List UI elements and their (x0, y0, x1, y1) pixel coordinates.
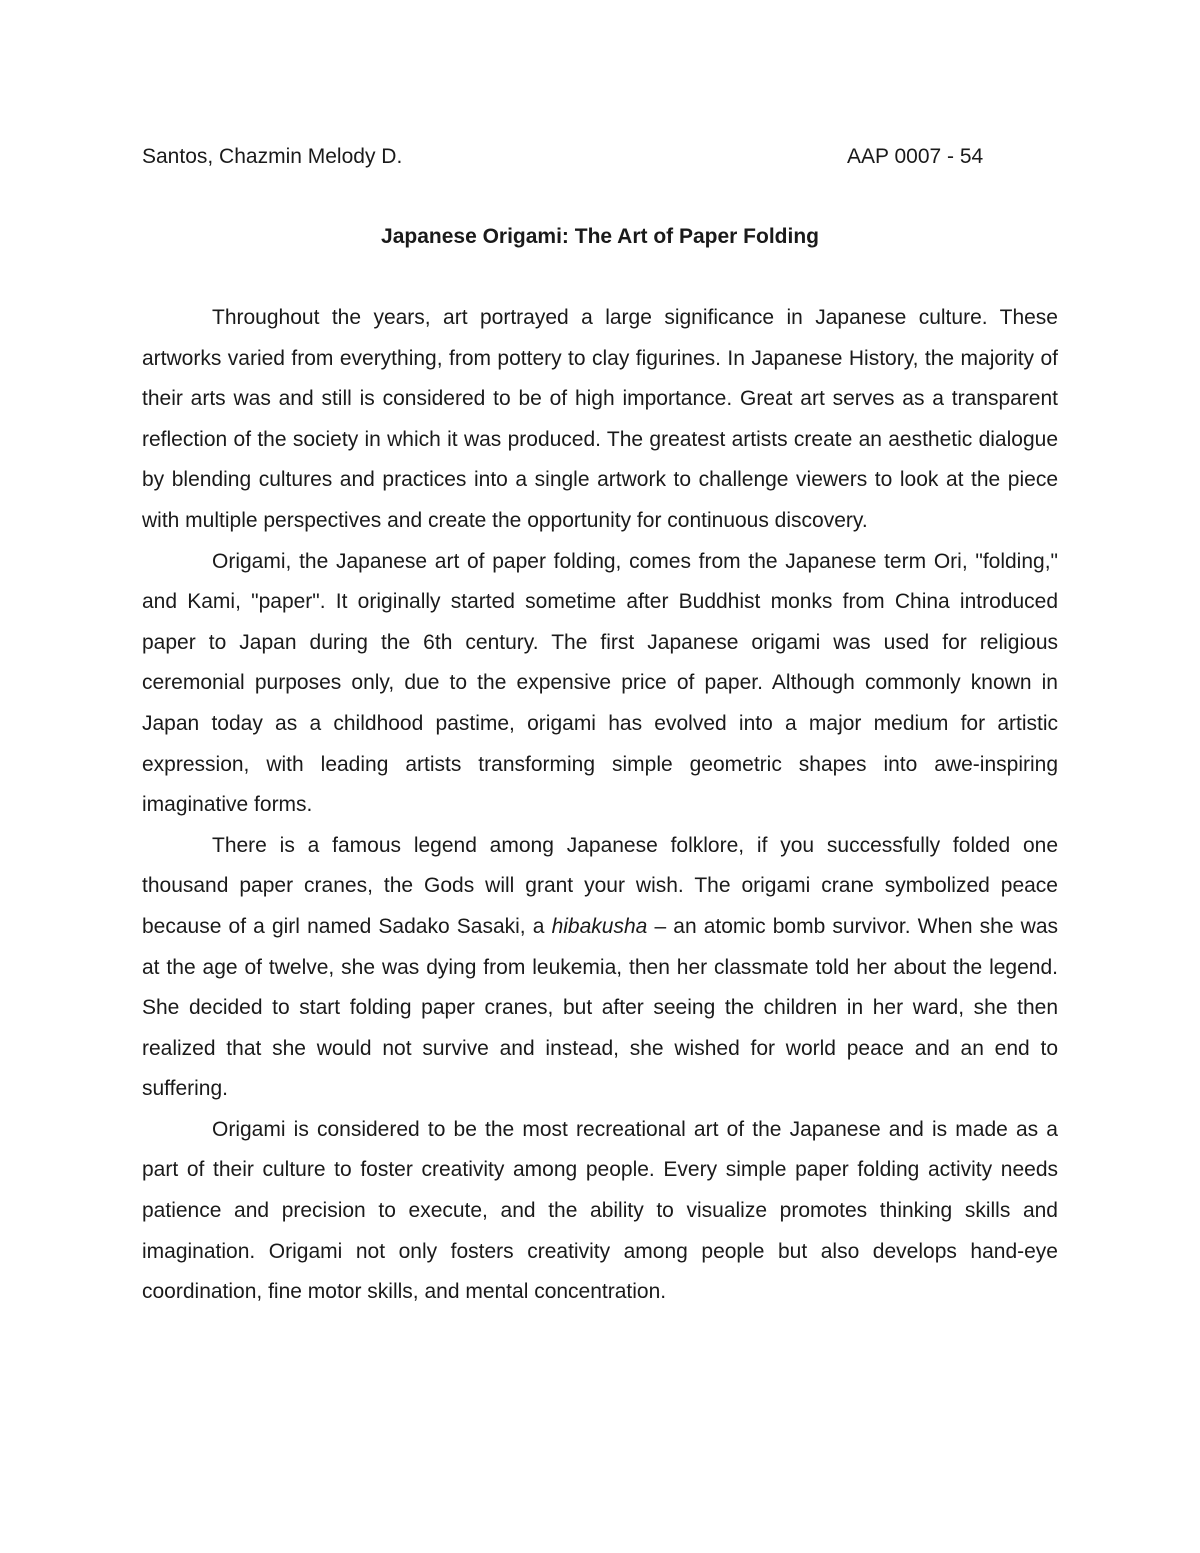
paragraph-3-italic-term: hibakusha (551, 914, 648, 938)
document-header (142, 142, 1000, 172)
paragraph-3-text-after: – an atomic bomb survivor. When she was at the age of twelve, she was dying from leukemia, then her classmate told her about the legend. She decided to start folding paper cranes, but after seeing the children in her ward, she then realized that she would not survive and instead, she wished for world peace and an end to suffering. (142, 914, 1058, 1101)
paragraph-1: Throughout the years, art portrayed a large significance in Japanese culture. These artworks varied from everything, from pottery to clay figurines. In Japanese History, the majority of their arts was and still is considered to be of high importance. Great art serves as a transparent reflection of the society in which it was produced. The greatest artists create an aesthetic dialogue by blending cultures and practices into a single artwork to challenge viewers to look at the piece with multiple perspectives and create the opportunity for continuous discovery. (142, 306, 1058, 532)
document-title: Japanese Origami: The Art of Paper Folding (381, 225, 819, 248)
paragraph-3-text-before: There is a famous legend among Japanese folklore, if you successfully folded one thousand paper cranes, the Gods will grant your wish. The origami crane symbolized peace because of a girl named Sadako Sasaki, a (142, 833, 1058, 938)
paragraph-4: Origami is considered to be the most recreational art of the Japanese and is made as a part of their culture to foster creativity among people. Every simple paper folding activity needs patience and precision to execute, and the ability to visualize promotes thinking skills and imagination. Origami not only fosters creativity among people but also develops hand-eye coordination, fine motor skills, and mental concentration. (142, 1117, 1058, 1304)
author-name: Santos, Chazmin Melody D. (142, 145, 403, 168)
course-code: AAP 0007 - 54 (847, 145, 984, 168)
paragraph-2: Origami, the Japanese art of paper folding, comes from the Japanese term Ori, "folding," and Kami, "paper". It originally started sometime after Buddhist monks from China introduced paper to Japan during the 6th century. The first Japanese origami was used for religious ceremonial purposes only, due to the expensive price of paper. Although commonly known in Japan today as a childhood pastime, origami has evolved into a major medium for artistic expression, with leading artists transforming simple geometric shapes into awe-inspiring imaginative forms. (142, 549, 1058, 817)
document-body (142, 298, 1058, 1313)
paragraph-3 (142, 826, 1058, 1110)
